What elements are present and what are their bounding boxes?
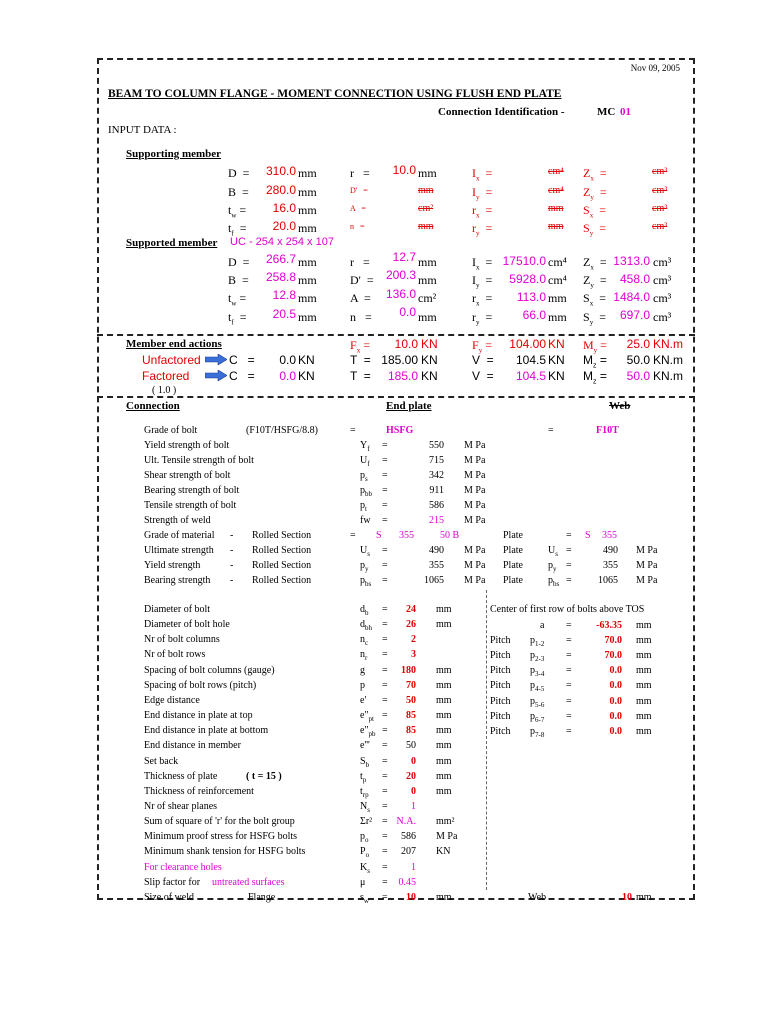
- geometry-label: Set back: [144, 755, 179, 767]
- geometry-symbol: $e"_{pb}$: [360, 725, 376, 739]
- geometry-value: 0: [411, 755, 416, 767]
- unit: M Pa: [464, 575, 486, 586]
- geometry-value: 26: [406, 619, 416, 631]
- unit: M Pa: [636, 575, 658, 586]
- geometry-value: 24: [406, 604, 416, 615]
- equals: =: [566, 545, 572, 556]
- supported-section: UC - 254 x 254 x 107: [230, 236, 334, 248]
- web-weld-value: 10: [622, 891, 632, 903]
- plate-thickness-note: ( t = 15 ): [246, 770, 282, 782]
- geometry-value: 85: [406, 710, 416, 722]
- unit: mm: [636, 725, 652, 737]
- equals: =: [382, 861, 388, 873]
- web-heading: Web: [609, 400, 631, 412]
- arrow-right-icon: [205, 354, 227, 365]
- supporting-tw: 16.0: [272, 201, 296, 215]
- pitch-label: Pitch: [490, 710, 511, 722]
- unit: mm: [636, 635, 652, 646]
- divider-top: [97, 334, 695, 336]
- geometry-symbol: Σr²: [360, 816, 373, 828]
- equals: =: [382, 831, 388, 843]
- plate-symbol: $p_{bs}$: [548, 575, 560, 588]
- geometry-value: 20: [406, 770, 416, 782]
- geometry-value: 207: [401, 846, 416, 858]
- equals: =: [382, 440, 388, 451]
- equals: =: [382, 725, 388, 737]
- unit: KN: [436, 846, 451, 858]
- supporting-B: 280.0: [265, 183, 296, 197]
- supported-A: 136.0: [385, 287, 416, 301]
- material-label: Yield strength: [144, 560, 201, 571]
- equals: =: [382, 755, 388, 767]
- unit: M Pa: [464, 440, 486, 451]
- geometry-value: 180: [401, 664, 416, 676]
- arrow-right-icon: [205, 370, 227, 381]
- geometry-label: Nr of bolt columns: [144, 634, 220, 646]
- plate-value: 355: [603, 560, 618, 571]
- plate-symbol: $p_y$: [548, 560, 557, 573]
- geometry-symbol: $N_s$: [360, 800, 370, 814]
- unit: mm²: [436, 816, 455, 828]
- pitch-value: 0.0: [609, 695, 622, 707]
- geometry-symbol: μ: [360, 876, 366, 888]
- material-label: Ultimate strength: [144, 545, 214, 556]
- unfactored-label: Unfactored: [142, 353, 201, 367]
- equals: =: [566, 620, 572, 631]
- plate-value: 1065: [598, 575, 618, 586]
- unit: M Pa: [464, 485, 486, 496]
- geometry-label: Nr of shear planes: [144, 800, 218, 812]
- geometry-symbol: $d_{bh}$: [360, 619, 372, 633]
- weld-location: Flange: [248, 891, 276, 903]
- supported-tf: 20.5: [272, 307, 296, 321]
- equals: =: [382, 770, 388, 782]
- equals: =: [566, 695, 572, 707]
- connection-id-label: Connection Identification -: [438, 106, 565, 118]
- supported-n: 0.0: [399, 305, 416, 319]
- connection-id-number: 01: [620, 106, 631, 118]
- geometry-value: 1: [411, 800, 416, 812]
- material-symbol: $p_y$: [360, 560, 369, 573]
- equals: =: [382, 500, 388, 511]
- geometry-label: Edge distance: [144, 694, 200, 706]
- geometry-label: End distance in member: [144, 740, 241, 752]
- unit: mm: [436, 694, 452, 706]
- supported-Iy: 5928.0: [509, 272, 546, 286]
- geometry-label: For clearance holes: [144, 861, 222, 873]
- rolled-section: Rolled Section: [252, 560, 312, 571]
- supported-r: 12.7: [392, 250, 416, 264]
- geometry-label: Size of weld: [144, 891, 194, 903]
- equals: =: [566, 665, 572, 677]
- pitch-value: 0.0: [609, 725, 622, 737]
- plate-label: Plate: [503, 560, 523, 571]
- pitch-symbol: $p_{2-3}$: [530, 650, 545, 664]
- bolt-prop-label: Shear strength of bolt: [144, 470, 231, 481]
- supporting-member-heading: Supporting member: [126, 148, 222, 160]
- geometry-symbol: $e"_{pt}$: [360, 710, 374, 724]
- supporting-r: 10.0: [392, 163, 416, 177]
- rolled-section: Rolled Section: [252, 545, 312, 556]
- geometry-symbol: $t_{rp}$: [360, 785, 369, 799]
- geometry-label: Minimum proof stress for HSFG bolts: [144, 831, 298, 843]
- equals: =: [382, 664, 388, 676]
- equals: =: [382, 800, 388, 812]
- equals: =: [566, 725, 572, 737]
- geometry-symbol: $s_w$: [360, 891, 369, 905]
- plate-label: Plate: [503, 575, 523, 586]
- bolt-prop-symbol: $p_t$: [360, 500, 367, 513]
- divider-connection: [97, 396, 695, 398]
- equals: =: [382, 649, 388, 661]
- pitch-symbol: $p_{6-7}$: [530, 710, 545, 724]
- unit: M Pa: [636, 560, 658, 571]
- pitch-symbol: $p_{7-8}$: [530, 725, 545, 739]
- geometry-symbol: $K_s$: [360, 861, 370, 875]
- bolt-prop-value: 586: [429, 500, 444, 511]
- equals: =: [350, 530, 356, 541]
- material-value: 490: [429, 545, 444, 556]
- grade-of-material-label: Grade of material: [144, 530, 215, 541]
- supported-B: 258.8: [265, 270, 296, 284]
- unit: M Pa: [636, 545, 658, 556]
- connection-id-prefix: MC: [597, 106, 616, 118]
- connection-heading: Connection: [126, 400, 180, 412]
- equals: =: [382, 515, 388, 526]
- supported-Zx: 1313.0: [613, 254, 650, 268]
- unit: mm: [436, 755, 452, 767]
- plate-symbol: $U_s$: [548, 545, 558, 558]
- supporting-tf: 20.0: [272, 219, 296, 233]
- geometry-label: Slip factor for: [144, 876, 201, 888]
- supported-tw: 12.8: [272, 288, 296, 302]
- equals: =: [382, 740, 388, 752]
- supporting-D: 310.0: [265, 164, 296, 178]
- plate-S: S: [585, 530, 591, 541]
- equals: =: [566, 680, 572, 692]
- unit: mm: [636, 665, 652, 677]
- geometry-value: 50: [406, 740, 416, 752]
- geometry-symbol: $n_c$: [360, 634, 369, 648]
- bolt-prop-symbol: $p_{bb}$: [360, 485, 372, 498]
- unit: mm: [436, 679, 452, 691]
- pitch-value: 70.0: [604, 635, 622, 646]
- bolt-prop-label: Tensile strength of bolt: [144, 500, 237, 511]
- bolt-prop-value: 911: [429, 485, 444, 496]
- geometry-value: 0.45: [398, 876, 416, 888]
- material-value: 1065: [424, 575, 444, 586]
- equals: =: [382, 619, 388, 631]
- divider-vertical: [486, 590, 487, 890]
- tos-label: Center of first row of bolts above TOS: [490, 604, 645, 615]
- supported-Sx: 1484.0: [613, 290, 650, 304]
- geometry-value: 10: [406, 891, 416, 903]
- material-label: Bearing strength: [144, 575, 211, 586]
- input-data-label: INPUT DATA :: [108, 124, 177, 136]
- supported-Ix: 17510.0: [502, 254, 546, 268]
- plate-num: 355: [602, 530, 617, 541]
- geometry-symbol: $S_b$: [360, 755, 370, 769]
- pitch-symbol: $p_{1-2}$: [530, 635, 545, 648]
- material-symbol: $p_{bs}$: [360, 575, 372, 588]
- geometry-value: N.A.: [396, 816, 416, 828]
- equals: =: [382, 785, 388, 797]
- geometry-symbol: e''': [360, 740, 370, 752]
- geometry-value: 3: [411, 649, 416, 661]
- dash: -: [230, 545, 234, 556]
- supported-D: 266.7: [265, 252, 296, 266]
- rolled-section: Rolled Section: [252, 575, 312, 586]
- bolt-prop-label: Bearing strength of bolt: [144, 485, 240, 496]
- bolt-prop-symbol: fw: [360, 515, 371, 526]
- a-symbol: a: [540, 620, 545, 631]
- pitch-label: Pitch: [490, 695, 511, 707]
- geometry-symbol: e': [360, 694, 367, 706]
- bolt-prop-label: Ult. Tensile strength of bolt: [144, 455, 254, 466]
- unit: mm: [436, 710, 452, 722]
- geometry-symbol: $n_r$: [360, 649, 368, 663]
- equals: =: [566, 635, 572, 646]
- dash: -: [230, 560, 234, 571]
- equals: =: [382, 876, 388, 888]
- unit: mm: [636, 891, 652, 903]
- grade-of-bolt-label: Grade of bolt: [144, 425, 198, 436]
- geometry-symbol: g: [360, 664, 365, 676]
- material-value: 355: [429, 560, 444, 571]
- plate-label: Plate: [503, 545, 523, 556]
- geometry-label: Thickness of reinforcement: [144, 785, 254, 797]
- unit: M Pa: [464, 515, 486, 526]
- member-end-actions-heading: Member end actions: [126, 338, 222, 350]
- equals: =: [566, 530, 572, 541]
- equals: =: [382, 485, 388, 496]
- unit: mm: [436, 770, 452, 782]
- geometry-label: Thickness of plate: [144, 770, 218, 782]
- geometry-value: 0: [411, 785, 416, 797]
- unit: M Pa: [464, 545, 486, 556]
- unit: M Pa: [464, 455, 486, 466]
- supported-member-heading: Supported member: [126, 237, 218, 249]
- material-symbol: $U_s$: [360, 545, 370, 558]
- supported-D2: 200.3: [385, 268, 416, 282]
- geometry-value: 85: [406, 725, 416, 737]
- equals: =: [566, 560, 572, 571]
- equals: =: [382, 604, 388, 615]
- grade-num: 355: [399, 530, 414, 541]
- grade-S: S: [376, 530, 382, 541]
- equals: =: [382, 634, 388, 646]
- geometry-label: Diameter of bolt hole: [144, 619, 230, 631]
- grade-value: HSFG: [386, 425, 414, 436]
- unit: mm: [636, 620, 652, 631]
- pitch-symbol: $p_{3-4}$: [530, 665, 545, 679]
- unit: mm: [636, 680, 652, 692]
- geometry-value: 70: [406, 679, 416, 691]
- bolt-prop-value: 715: [429, 455, 444, 466]
- unit: mm: [436, 891, 452, 903]
- dash: -: [230, 530, 234, 541]
- end-plate-heading: End plate: [386, 400, 432, 412]
- plate-value: 490: [603, 545, 618, 556]
- unit: M Pa: [464, 470, 486, 481]
- dash: -: [230, 575, 234, 586]
- equals: =: [382, 891, 388, 903]
- bolt-prop-symbol: $U_f$: [360, 455, 370, 468]
- equals: =: [566, 710, 572, 722]
- geometry-label: Sum of square of 'r' for the bolt group: [144, 816, 295, 828]
- geometry-value: 1: [411, 861, 416, 873]
- pitch-value: 0.0: [609, 665, 622, 677]
- equals: =: [382, 846, 388, 858]
- page-title: BEAM TO COLUMN FLANGE - MOMENT CONNECTION USING FLUSH END PLATE: [108, 88, 562, 100]
- factored-label: Factored: [142, 369, 190, 383]
- geometry-symbol: $d_b$: [360, 604, 369, 617]
- pitch-label: Pitch: [490, 635, 511, 646]
- unit: M Pa: [464, 500, 486, 511]
- geometry-label: Minimum shank tension for HSFG bolts: [144, 846, 306, 858]
- unit: mm: [436, 785, 452, 797]
- unit: mm: [436, 664, 452, 676]
- geometry-value: 586: [401, 831, 416, 843]
- date: Nov 09, 2005: [630, 63, 680, 73]
- unit: mm: [636, 695, 652, 707]
- equals: =: [382, 679, 388, 691]
- unit: mm: [436, 619, 452, 631]
- pitch-label: Pitch: [490, 680, 511, 692]
- pitch-label: Pitch: [490, 725, 511, 737]
- grade-B: 50 B: [440, 530, 460, 541]
- supported-ry: 66.0: [522, 308, 546, 322]
- equals: =: [566, 575, 572, 586]
- bolt-prop-symbol: $Y_f$: [360, 440, 370, 453]
- grade-web: F10T: [596, 425, 619, 436]
- equals: =: [382, 575, 388, 586]
- unit: mm: [436, 740, 452, 752]
- pitch-value: 70.0: [604, 650, 622, 662]
- supported-Sy: 697.0: [619, 308, 650, 322]
- geometry-symbol: $P_o$: [360, 846, 370, 860]
- geometry-label: End distance in plate at bottom: [144, 725, 269, 737]
- load-factor: ( 1.0 ): [152, 385, 177, 396]
- bolt-prop-symbol: $p_s$: [360, 470, 368, 483]
- bolt-prop-value: 550: [429, 440, 444, 451]
- geometry-label: End distance in plate at top: [144, 710, 253, 722]
- pitch-label: Pitch: [490, 650, 511, 662]
- bolt-prop-value: 342: [429, 470, 444, 481]
- web-weld-label: Web: [528, 891, 547, 903]
- bolt-prop-label: Yield strength of bolt: [144, 440, 230, 451]
- geometry-symbol: p: [360, 679, 365, 691]
- bolt-prop-value: 215: [429, 515, 444, 526]
- unit: mm: [636, 650, 652, 662]
- bolt-prop-label: Strength of weld: [144, 515, 211, 526]
- pitch-value: 0.0: [609, 680, 622, 692]
- equals: =: [382, 710, 388, 722]
- equals: =: [382, 816, 388, 828]
- supported-Zy: 458.0: [619, 272, 650, 286]
- equals: =: [382, 470, 388, 481]
- rolled-section: Rolled Section: [252, 530, 312, 541]
- unit: M Pa: [436, 831, 458, 843]
- unit: mm: [436, 725, 452, 737]
- pitch-symbol: $p_{5-6}$: [530, 695, 545, 709]
- equals: =: [382, 455, 388, 466]
- geometry-label: Spacing of bolt columns (gauge): [144, 664, 275, 676]
- geometry-label: Spacing of bolt rows (pitch): [144, 679, 257, 691]
- pitch-value: 0.0: [609, 710, 622, 722]
- unit: M Pa: [464, 560, 486, 571]
- surface-type: untreated surfaces: [212, 876, 285, 888]
- plate-label: Plate: [503, 530, 523, 541]
- geometry-label: Diameter of bolt: [144, 604, 211, 615]
- equals: =: [382, 560, 388, 571]
- geometry-value: 50: [406, 694, 416, 706]
- equals: =: [382, 545, 388, 556]
- equals: =: [382, 694, 388, 706]
- a-value: -63.35: [596, 620, 622, 631]
- unit: mm: [436, 604, 452, 615]
- geometry-symbol: $p_o$: [360, 831, 369, 845]
- grade-note: (F10T/HSFG/8.8): [246, 425, 318, 436]
- geometry-symbol: $t_p$: [360, 770, 367, 784]
- pitch-symbol: $p_{4-5}$: [530, 680, 545, 694]
- pitch-label: Pitch: [490, 665, 511, 677]
- unit: mm: [636, 710, 652, 722]
- geometry-value: 2: [411, 634, 416, 646]
- geometry-label: Nr of bolt rows: [144, 649, 206, 661]
- supported-rx: 113.0: [516, 290, 546, 304]
- equals: =: [566, 650, 572, 662]
